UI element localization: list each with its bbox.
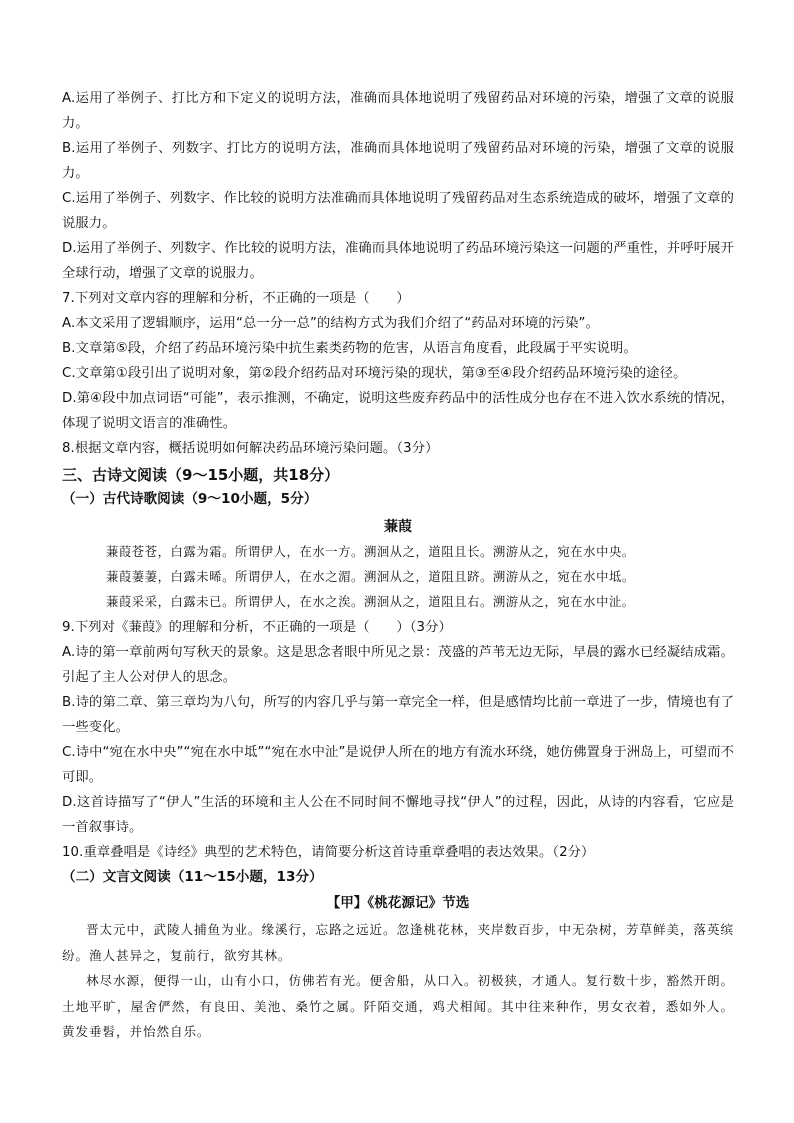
passage-paragraph: 林尽水源，便得一山，山有小口，仿佛若有光。便舍船，从口入。初极狭，才通人。复行数十步，豁然开朗。土地平旷，屋舍俨然，有良田、美池、桑竹之属。阡陌交通，鸡犬相闻。其中往来种作，男女衣着，悉如外人。黄发垂髫，并怡然自乐。 bbox=[62, 973, 734, 1039]
q9-option-a: A.诗的第一章前两句写秋天的景象。这是思念者眼中所见之景：茂盛的芦苇无边无际，早晨的露水已经凝结成霜。引起了主人公对伊人的思念。 bbox=[62, 645, 734, 685]
q7-option-a: A.本文采用了逻辑顺序，运用“总一分一总”的结构方式为我们介绍了“药品对环境的污染”。 bbox=[62, 316, 599, 331]
q9-option-b: B.诗的第二章、第三章均为八句，所写的内容几乎与第一章完全一样，但是感情均比前一章进了一步，情境也有了一些变化。 bbox=[62, 695, 734, 735]
part-2-heading: （二）文言文阅读（11～15小题，13分） bbox=[62, 869, 323, 885]
q7-option-b: B.文章第⑤段，介绍了药品环境污染中抗生素类药物的危害，从语言角度看，此段属于平实说明。 bbox=[62, 341, 637, 356]
q8-stem: 8.根据文章内容，概括说明如何解决药品环境污染问题。（3分） bbox=[62, 441, 439, 456]
part-1-heading: （一）古代诗歌阅读（9～10小题，5分） bbox=[62, 491, 318, 507]
q7-stem: 7.下列对文章内容的理解和分析，不正确的一项是（ ） bbox=[62, 291, 410, 306]
poem-title: 蒹葭 bbox=[384, 519, 412, 535]
poem-line: 蒹葭萋萋，白露未晞。所谓伊人，在水之湄。溯洄从之，道阻且跻。溯游从之，宛在水中坻。 bbox=[106, 570, 635, 584]
exam-page bbox=[62, 86, 734, 1045]
poem-line: 蒹葭采采，白露未已。所谓伊人，在水之涘。溯洄从之，道阻且右。溯游从之，宛在水中沚。 bbox=[106, 595, 635, 609]
q10-stem: 10.重章叠唱是《诗经》典型的艺术特色，请简要分析这首诗重章叠唱的表达效果。（2分） bbox=[62, 845, 595, 860]
q6-option-b: B.运用了举例子、列数字、打比方的说明方法，准确而具体地说明了残留药品对环境的污染，增强了文章的说服力。 bbox=[62, 141, 734, 181]
q7-option-d: D.第④段中加点词语“可能”，表示推测，不确定，说明这些废弃药品中的活性成分也存在不进入饮水系统的情况，体现了说明文语言的准确性。 bbox=[62, 391, 734, 431]
q7-option-c: C.文章第①段引出了说明对象，第②段介绍药品对环境污染的现状，第③至④段介绍药品环境污染的途径。 bbox=[62, 366, 687, 381]
passage-title: 【甲】《桃花源记》节选 bbox=[326, 895, 470, 911]
poem-line: 蒹葭苍苍，白露为霜。所谓伊人，在水一方。溯洄从之，道阻且长。溯游从之，宛在水中央。 bbox=[106, 545, 635, 559]
passage-paragraph: 晋太元中，武陵人捕鱼为业。缘溪行，忘路之远近。忽逢桃花林，夹岸数百步，中无杂树，芳草鲜美，落英缤纷。渔人甚异之，复前行，欲穷其林。 bbox=[62, 922, 734, 963]
q6-option-d: D.运用了举例子、列数字、作比较的说明方法，准确而具体地说明了药品环境污染这一问题的严重性，并呼吁展开全球行动，增强了文章的说服力。 bbox=[62, 241, 734, 281]
q6-option-a: A.运用了举例子、打比方和下定义的说明方法，准确而具体地说明了残留药品对环境的污染，增强了文章的说服力。 bbox=[62, 91, 734, 131]
section-3-heading: 三、古诗文阅读（9～15小题，共18分） bbox=[62, 466, 340, 484]
q9-option-d: D.这首诗描写了“伊人”生活的环境和主人公在不同时间不懈地寻找“伊人”的过程，因此，从诗的内容看，它应是一首叙事诗。 bbox=[62, 795, 734, 835]
q6-option-c: C.运用了举例子、列数字、作比较的说明方法准确而具体地说明了残留药品对生态系统造成的破坏，增强了文章的说服力。 bbox=[62, 191, 734, 231]
q9-option-c: C.诗中“宛在水中央”“宛在水中坻”“宛在水中沚”是说伊人所在的地方有流水环绕，她仿佛置身于洲岛上，可望而不可即。 bbox=[62, 745, 734, 785]
q9-stem: 9.下列对《蒹葭》的理解和分析，不正确的一项是（ ）（3分） bbox=[62, 620, 452, 635]
